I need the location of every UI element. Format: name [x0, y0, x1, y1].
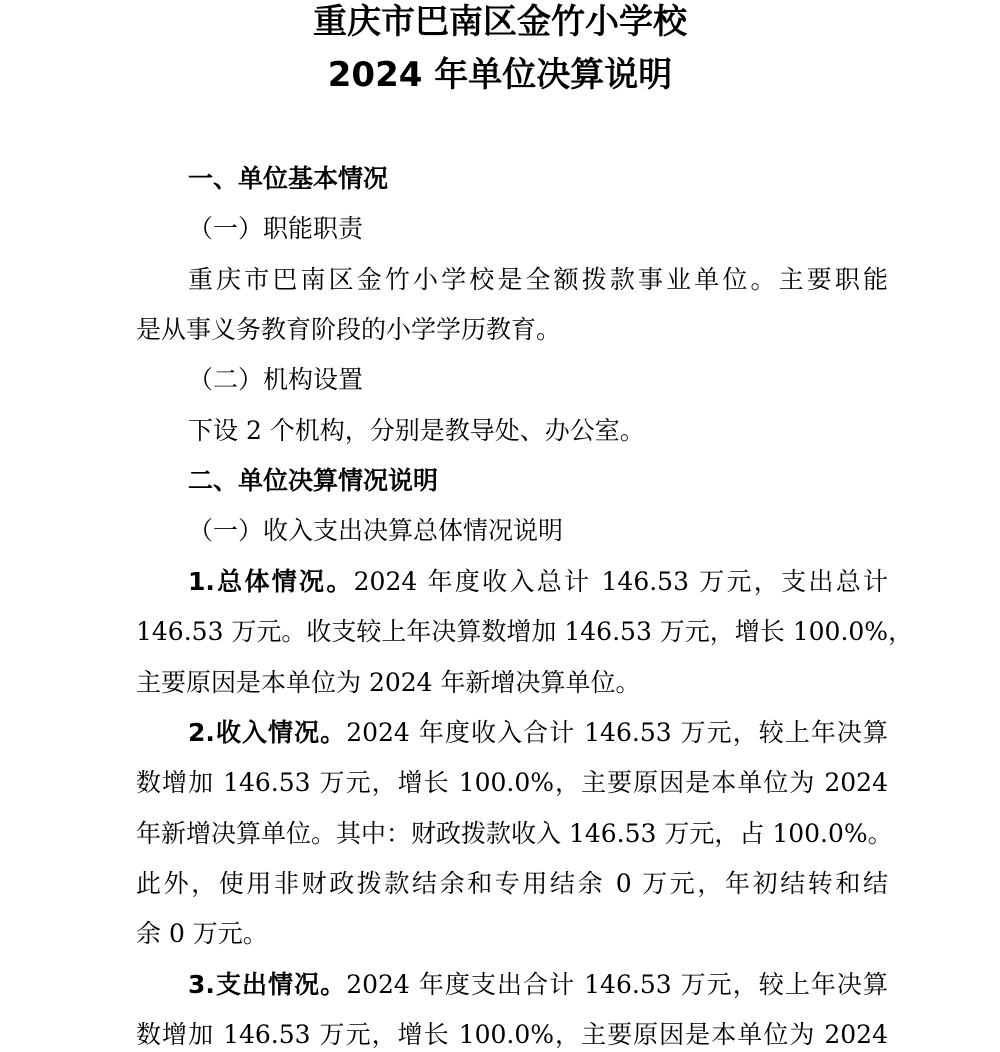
p2-line1-text: 2024 年度收入合计 146.53 万元，较上年决算 [346, 718, 888, 747]
document-title-line1: 重庆市巴南区金竹小学校 [313, 2, 687, 42]
p3-line1-text: 2024 年度支出合计 146.53 万元，较上年决算 [346, 970, 888, 999]
p3-line1 [188, 968, 888, 1002]
p2-line4: 此外，使用非财政拨款结余和专用结余 0 万元，年初结转和结 [136, 869, 888, 898]
p2-line2: 数增加 146.53 万元，增长 100.0%，主要原因是本单位为 2024 [136, 768, 888, 797]
document-title-line2: 2024 年单位决算说明 [327, 55, 673, 95]
section1-sub1: （一）职能职责 [188, 214, 364, 243]
section1-sub2: （二）机构设置 [188, 365, 364, 394]
duties-line1: 重庆市巴南区金竹小学校是全额拨款事业单位。主要职能 [188, 265, 888, 294]
duties-line2: 是从事义务教育阶段的小学学历教育。 [136, 315, 562, 344]
p3-label: 3.支出情况。 [188, 970, 347, 999]
p3-line2: 数增加 146.53 万元，增长 100.0%，主要原因是本单位为 2024 [136, 1020, 888, 1049]
section2-sub1: （一）收入支出决算总体情况说明 [188, 516, 564, 545]
p2-line1 [188, 716, 888, 750]
p2-line5: 余 0 万元。 [136, 919, 268, 948]
section1-heading: 一、单位基本情况 [188, 164, 389, 193]
p2-label: 2.收入情况。 [188, 718, 347, 747]
p2-line3: 年新增决算单位。其中：财政拨款收入 146.53 万元，占 100.0%。 [136, 819, 893, 848]
section2-heading: 二、单位决算情况说明 [188, 466, 439, 495]
p1-line1 [188, 565, 888, 599]
p1-line3: 主要原因是本单位为 2024 年新增决算单位。 [136, 668, 641, 697]
p1-label: 1.总体情况。 [188, 567, 354, 596]
org-line: 下设 2 个机构，分别是教导处、办公室。 [188, 416, 645, 445]
p1-line2: 146.53 万元。收支较上年决算数增加 146.53 万元，增长 100.0%， [136, 617, 914, 646]
p1-line1-text: 2024 年度收入总计 146.53 万元，支出总计 [353, 567, 888, 596]
